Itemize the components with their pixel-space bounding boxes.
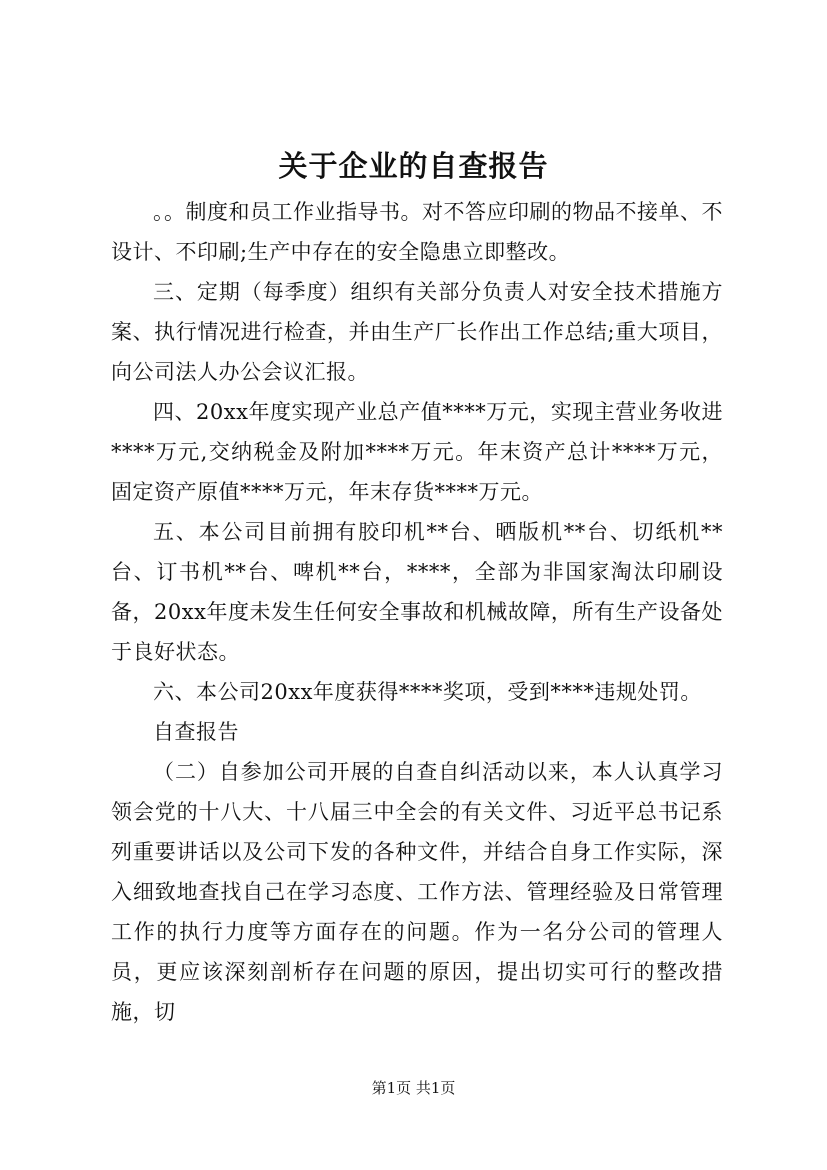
section-heading: 自查报告 [153, 720, 239, 744]
document-title: 关于企业的自查报告 [278, 149, 549, 183]
paragraph-2: 三、定期（每季度）组织有关部分负责人对安全技术措施方案、执行情况进行检查，并由生产厂长作出工作总结;重大项目，向公司法人办公会议汇报。 [111, 280, 723, 384]
paragraph-4: 五、本公司目前拥有胶印机**台、晒版机**台、切纸机**台、订书机**台、啤机**台，****，全部为非国家淘汰印刷设备，20xx年度未发生任何安全事故和机械故障，所有生产设备处于良好状态。 [111, 520, 723, 664]
paragraph-3: 四、20xx年度实现产业总产值****万元，实现主营业务收进****万元,交纳税金及附加****万元。年末资产总计****万元，固定资产原值****万元，年末存货****万元。 [111, 400, 723, 504]
paragraph-1: 。。制度和员工作业指导书。对不答应印刷的物品不接单、不设计、不印刷;生产中存在的安全隐患立即整改。 [111, 200, 723, 264]
document-body [111, 192, 723, 1032]
page-number-footer: 第1页 共1页 [371, 1079, 456, 1097]
paragraph-6: （二）自参加公司开展的自查自纠活动以来，本人认真学习领会党的十八大、十八届三中全会的有关文件、习近平总书记系列重要讲话以及公司下发的各种文件，并结合自身工作实际，深入细致地查找自己在学习态度、工作方法、管理经验及日常管理工作的执行力度等方面存在的问题。作为一名分公司的管理人员，更应该深刻剖析存在问题的原因，提出切实可行的整改措施，切 [111, 760, 723, 1024]
paragraph-5: 六、本公司20xx年度获得****奖项，受到****违规处罚。 [153, 680, 702, 704]
